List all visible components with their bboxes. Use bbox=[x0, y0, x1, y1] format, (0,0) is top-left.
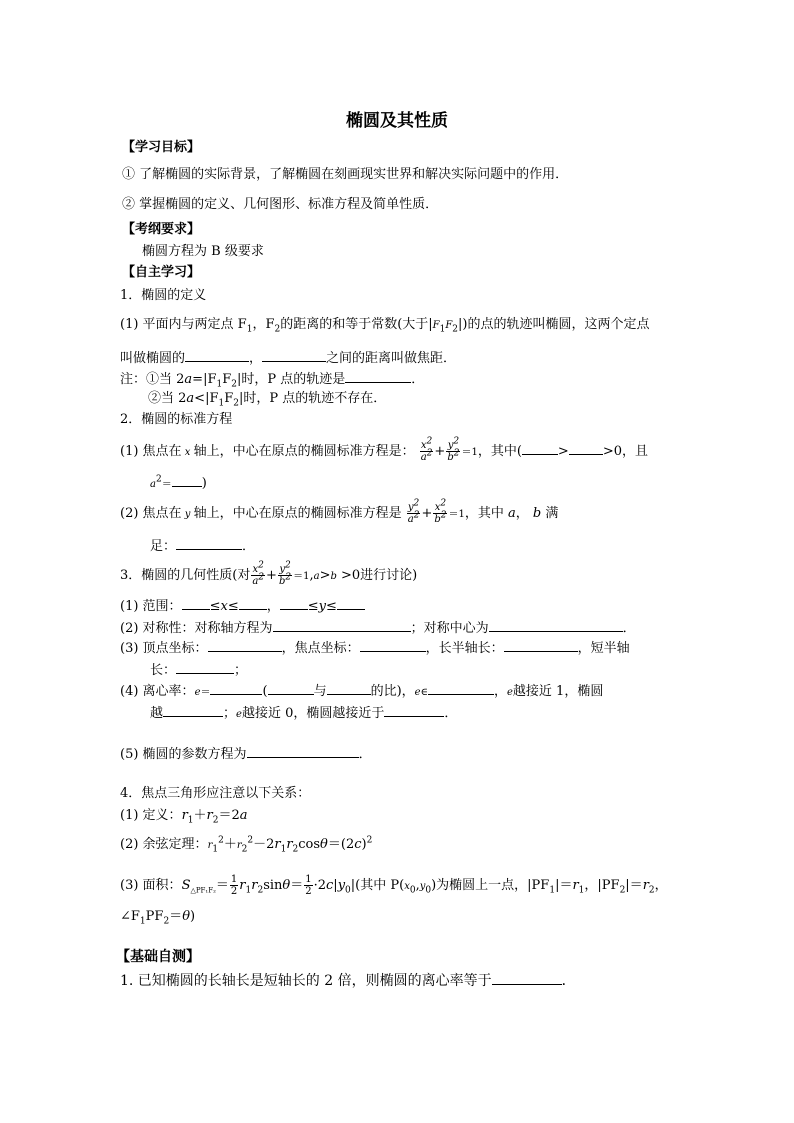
frac-x2-a2-b: $\frac{x^2}{a^2}$ bbox=[252, 560, 265, 587]
std-line-1: (1) 焦点在 x 轴上，中心在原点的椭圆标准方程是： $\frac{x^2}{a^2}$ + $\frac{y^2}{b^2}$ ＝1，其中( > >0，且 bbox=[120, 436, 648, 463]
frac-y2-b2: $\frac{y^2}{b^2}$ bbox=[447, 436, 460, 463]
blank-y-min[interactable] bbox=[280, 597, 308, 610]
def-note-1: 注：①当 $2a=|F_1F_2|$时，P 点的轨迹是 ． bbox=[120, 372, 425, 390]
tri-angle: $\angle F_1PF_2=\theta$) bbox=[120, 909, 196, 927]
frac-y2-a2: $\frac{y^2}{a^2}$ bbox=[407, 498, 420, 525]
tri-heading: 4．焦点三角形应注意以下关系： bbox=[120, 786, 311, 801]
blank-between[interactable] bbox=[262, 349, 326, 362]
blank-axis[interactable] bbox=[273, 619, 411, 632]
blank-q1-answer[interactable] bbox=[492, 972, 562, 985]
std-line-1b: $a^2=$ ) bbox=[150, 474, 207, 491]
blank-ecc-num[interactable] bbox=[268, 682, 314, 695]
std-line-2: (2) 焦点在 y 轴上，中心在原点的椭圆标准方程是 $\frac{y^2}{a^2}$ + $\frac{x^2}{b^2}$ ＝1，其中 a， b 满 bbox=[120, 498, 559, 525]
blank-foci[interactable] bbox=[185, 349, 249, 362]
frac-half-a: $\frac{1}{2}$ bbox=[230, 874, 238, 897]
section-self: 【自主学习】 bbox=[122, 265, 201, 280]
blank-ecc-range[interactable] bbox=[428, 682, 494, 695]
blank-b[interactable] bbox=[569, 442, 603, 455]
geo-ecc: (4) 离心率：e＝ ( 与 的比)，e∈ ，e越接近 1，椭圆 bbox=[120, 684, 604, 699]
exam-text: 椭圆方程为 B 级要求 bbox=[142, 244, 264, 259]
blank-semi-minor[interactable] bbox=[176, 661, 234, 674]
goal-1: ① 了解椭圆的实际背景，了解椭圆在刻画现实世界和解决实际问题中的作用． bbox=[122, 167, 569, 182]
tri-cos: (2) 余弦定理：$r_1^2+r_2^2-2r_1r_2\cos\theta=(2c)^2$ bbox=[120, 835, 373, 855]
geo-symmetry: (2) 对称性：对称轴方程为 ；对称中心为 ． bbox=[120, 621, 636, 636]
geo-vertex-b: 长： ； bbox=[150, 663, 248, 678]
geo-ecc-b: 越 ；e越接近 0，椭圆越接近于 ． bbox=[150, 706, 458, 721]
question-1: 1. 已知椭圆的长轴长是短轴长的 2 倍，则椭圆的离心率等于 ． bbox=[120, 973, 576, 989]
blank-center[interactable] bbox=[489, 619, 623, 632]
std-heading: 2．椭圆的标准方程 bbox=[120, 412, 233, 427]
def-line-2: 叫做椭圆的 ， 之间的距离叫做焦距． bbox=[120, 351, 457, 366]
blank-trajectory[interactable] bbox=[345, 370, 411, 383]
frac-x2-a2: $\frac{x^2}{a^2}$ bbox=[420, 436, 433, 463]
blank-ab-condition[interactable] bbox=[176, 537, 242, 550]
blank-a[interactable] bbox=[522, 442, 558, 455]
blank-param[interactable] bbox=[247, 745, 359, 758]
geo-vertex: (3) 顶点坐标： ，焦点坐标： ，长半轴长： ，短半轴 bbox=[120, 641, 630, 656]
std-line-2b: 足： ． bbox=[150, 539, 256, 554]
geo-range: (1) 范围： ≤x≤ ， ≤y≤ bbox=[120, 597, 365, 616]
blank-flat[interactable] bbox=[163, 704, 223, 717]
geo-heading: 3．椭圆的几何性质(对 $\frac{x^2}{a^2}$ + $\frac{y^2}{b^2}$ ＝1,a>b >0进行讨论) bbox=[120, 560, 418, 587]
goal-2: ② 掌握椭圆的定义、几何图形、标准方程及简单性质． bbox=[122, 197, 439, 212]
frac-y2-b2-b: $\frac{y^2}{b^2}$ bbox=[278, 560, 292, 587]
blank-x-min[interactable] bbox=[182, 597, 210, 610]
blank-focus[interactable] bbox=[360, 639, 426, 652]
section-exam: 【考纲要求】 bbox=[122, 222, 201, 237]
blank-x-max[interactable] bbox=[239, 597, 267, 610]
page-title: 椭圆及其性质 bbox=[346, 111, 448, 131]
frac-half-b: $\frac{1}{2}$ bbox=[305, 874, 312, 897]
tri-area: (3) 面积：$S_{\triangle PF_1F_2}=$ $\frac{1}{2}$ $r_1r_2\sin\theta=$ $\frac{1}{2}$ $\cdot 2c|y_0|$(其中 $P(x_0,y_0)$为椭圆上一点，$|PF_1|=r_1$，$|PF_2|=r_2$， bbox=[120, 874, 668, 897]
def-heading: 1．椭圆的定义 bbox=[120, 288, 207, 303]
def-note-2: ②当 $2a<|F_1F_2|$时，P 点的轨迹不存在． bbox=[148, 391, 387, 409]
frac-x2-b2: $\frac{x^2}{b^2}$ bbox=[434, 498, 447, 525]
blank-a2[interactable] bbox=[172, 474, 202, 487]
blank-y-max[interactable] bbox=[337, 597, 365, 610]
section-basic: 【基础自测】 bbox=[116, 949, 200, 965]
blank-ecc[interactable] bbox=[210, 682, 262, 695]
def-line-1: (1) 平面内与两定点 $F_1$，$F_2$的距离的和等于常数(大于$|F_1F_2|$)的点的轨迹叫椭圆，这两个定点 bbox=[120, 317, 650, 335]
section-goals: 【学习目标】 bbox=[122, 140, 201, 155]
blank-vertex[interactable] bbox=[208, 639, 282, 652]
blank-ecc-den[interactable] bbox=[327, 682, 371, 695]
blank-semi-major[interactable] bbox=[504, 639, 578, 652]
blank-circle[interactable] bbox=[384, 704, 444, 717]
geo-param: (5) 椭圆的参数方程为 ． bbox=[120, 747, 372, 762]
tri-def: (1) 定义：$r_1+r_2=2a$ bbox=[120, 808, 248, 826]
